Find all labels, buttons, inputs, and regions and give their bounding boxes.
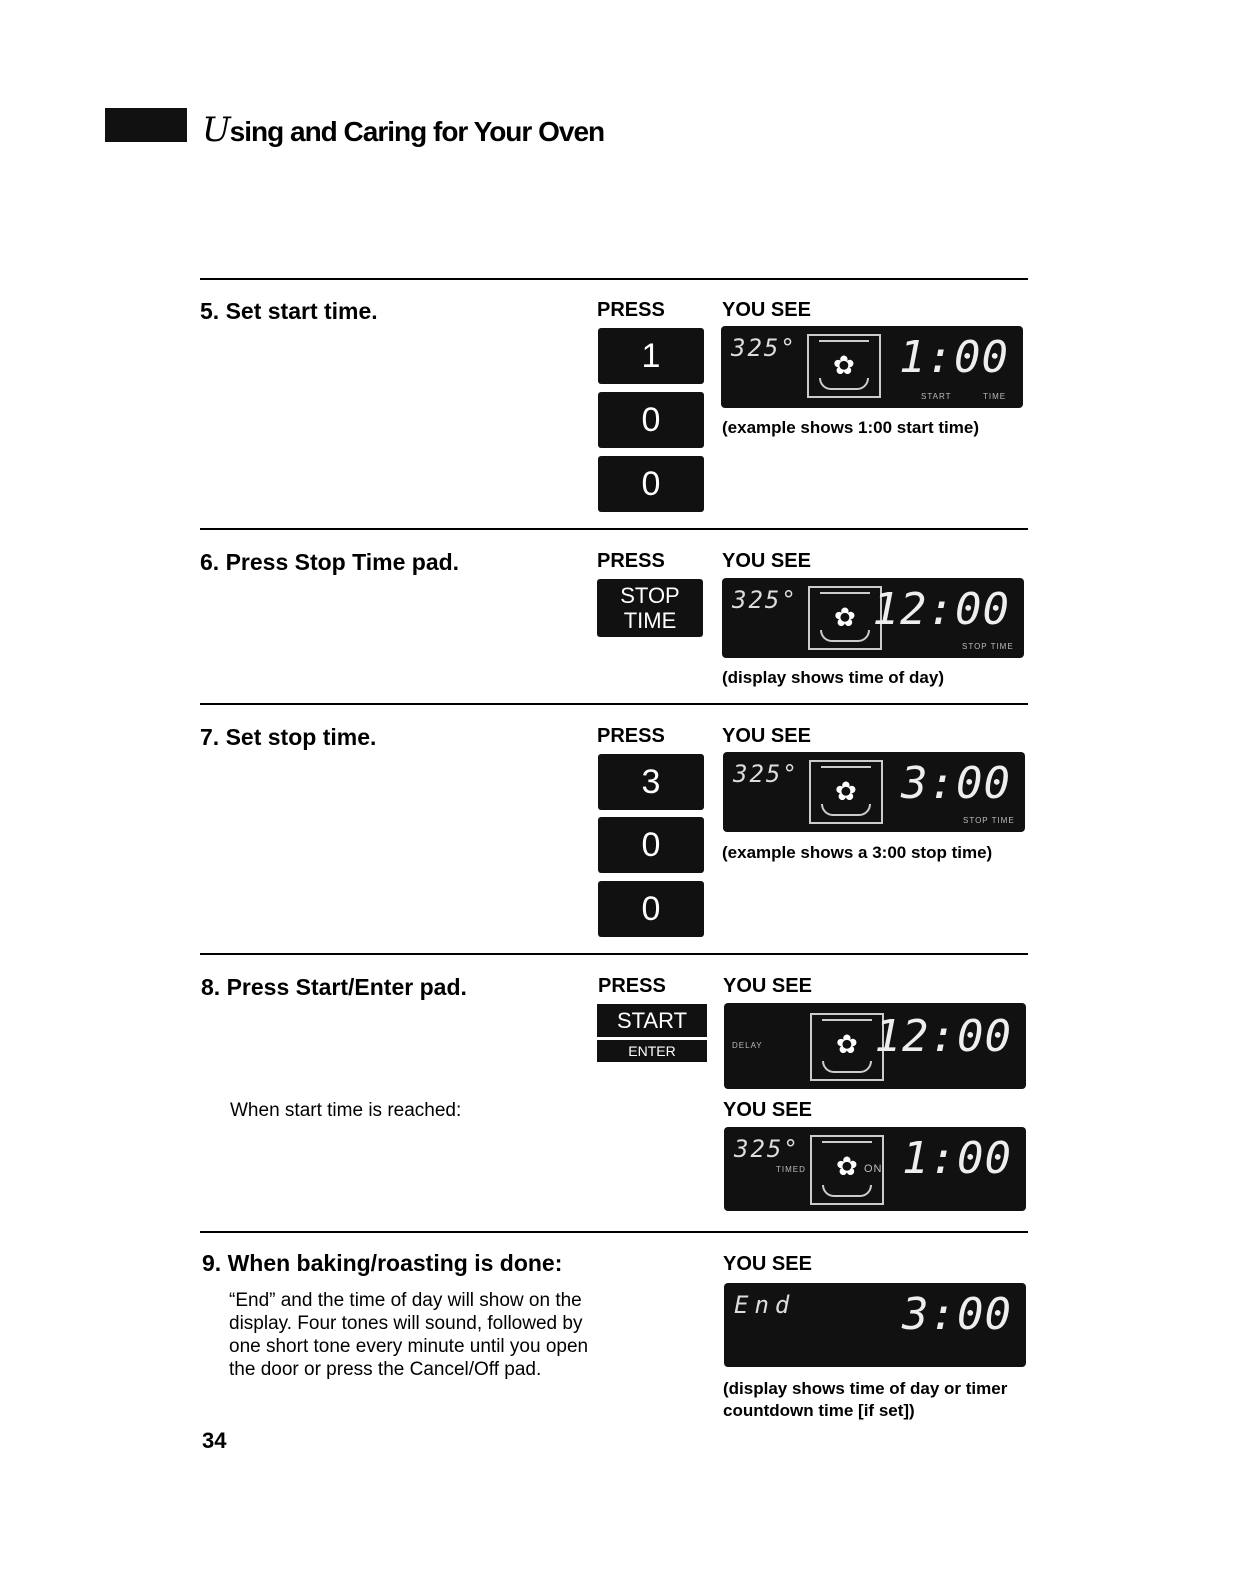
start-button[interactable]: START: [597, 1004, 707, 1037]
display-indicator: ON: [864, 1163, 883, 1175]
section-logo: [105, 108, 187, 142]
key-0[interactable]: 0: [598, 817, 704, 873]
press-label: PRESS: [598, 975, 666, 997]
fan-icon: ✿: [834, 602, 856, 632]
display-indicator: TIMED: [776, 1165, 806, 1174]
page-number: 34: [202, 1428, 227, 1453]
display-message: End: [734, 1291, 796, 1319]
press-label: PRESS: [597, 725, 665, 747]
you-see-label: YOU SEE: [722, 725, 811, 747]
oven-icon: [810, 1013, 884, 1081]
step-title: 8. Press Start/Enter pad.: [201, 974, 467, 1000]
display-temperature: 325°: [731, 334, 797, 362]
display-temperature: 325°: [733, 760, 799, 788]
enter-button[interactable]: ENTER: [597, 1040, 707, 1062]
you-see-label: YOU SEE: [723, 975, 812, 997]
display-time: 12:00: [872, 584, 1010, 635]
fan-icon: ✿: [835, 776, 857, 806]
key-0[interactable]: 0: [598, 392, 704, 448]
step-description: “End” and the time of day will show on the display. Four tones will sound, followed by one short tone every minute until you open the door or press the Cancel/Off pad.: [229, 1290, 589, 1380]
you-see-label: YOU SEE: [723, 1253, 812, 1275]
fan-icon: ✿: [836, 1029, 858, 1059]
you-see-label: YOU SEE: [722, 299, 811, 321]
caption: (example shows a 3:00 stop time): [722, 843, 993, 862]
press-label: PRESS: [597, 550, 665, 572]
oven-display: [724, 1283, 1026, 1367]
oven-display: [723, 752, 1025, 832]
sub-step-text: When start time is reached:: [230, 1100, 462, 1121]
stop-time-button[interactable]: STOP TIME: [597, 579, 703, 637]
key-0[interactable]: 0: [598, 881, 704, 937]
divider: [200, 1231, 1028, 1233]
caption: (display shows time of day or timer countdown time [if set]): [723, 1379, 1008, 1420]
divider: [200, 528, 1028, 530]
display-time: 3:00: [902, 1289, 1012, 1340]
display-temperature: 325°: [732, 586, 798, 614]
step-title: 7. Set stop time.: [200, 724, 377, 750]
key-0[interactable]: 0: [598, 456, 704, 512]
press-label: PRESS: [597, 299, 665, 321]
divider: [200, 278, 1028, 280]
display-temperature: 325°: [734, 1135, 800, 1163]
divider: [200, 953, 1028, 955]
step-title: 9. When baking/roasting is done:: [202, 1250, 563, 1276]
you-see-label: YOU SEE: [722, 550, 811, 572]
display-time: 1:00: [899, 332, 1009, 383]
fan-icon: ✿: [836, 1151, 858, 1181]
key-1[interactable]: 1: [598, 328, 704, 384]
key-3[interactable]: 3: [598, 754, 704, 810]
display-indicator: DELAY: [732, 1041, 763, 1050]
display-indicator: STOP TIME: [962, 642, 1014, 651]
oven-icon: [808, 586, 882, 650]
display-indicator: STOP TIME: [963, 816, 1015, 825]
caption: (example shows 1:00 start time): [722, 418, 979, 437]
step-title: 5. Set start time.: [200, 298, 378, 324]
display-indicator: TIME: [983, 392, 1007, 401]
page-title: Using and Caring for Your Oven: [202, 110, 605, 150]
oven-display: [721, 326, 1023, 408]
display-time: 3:00: [901, 758, 1011, 809]
fan-icon: ✿: [833, 350, 855, 380]
display-time: 12:00: [874, 1011, 1012, 1062]
display-indicator: START: [921, 392, 952, 401]
oven-icon: [807, 334, 881, 398]
oven-display: [722, 578, 1024, 658]
oven-display: [724, 1003, 1026, 1089]
oven-display: [724, 1127, 1026, 1211]
caption: (display shows time of day): [722, 668, 944, 687]
display-time: 1:00: [902, 1133, 1012, 1184]
divider: [200, 703, 1028, 705]
step-title: 6. Press Stop Time pad.: [200, 549, 460, 575]
you-see-label: YOU SEE: [723, 1099, 812, 1121]
oven-icon: [809, 760, 883, 824]
